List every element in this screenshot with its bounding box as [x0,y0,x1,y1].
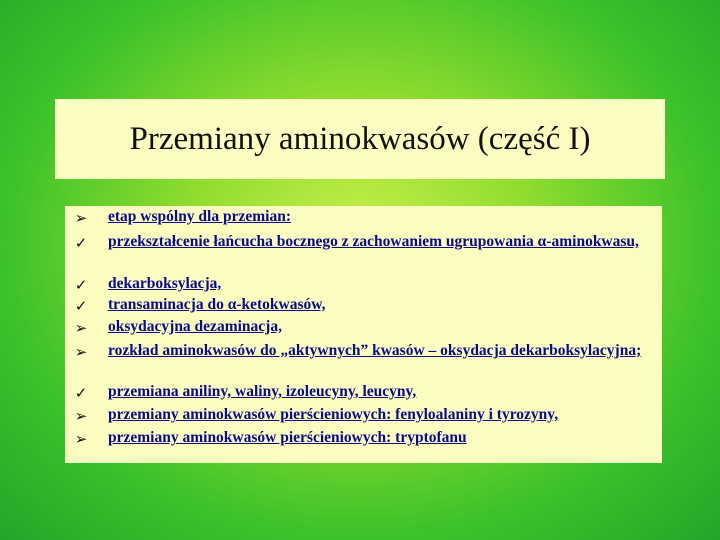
item-link-text[interactable]: rozkład aminokwasów do „aktywnych” kwasów – oksydacja dekarboksylacyjna; [108,342,642,359]
item-link-text[interactable]: przekształcenie łańcucha bocznego z zachowaniem ugrupowania α-aminokwasu, [108,233,639,250]
check-bullet-icon: ✓ [74,384,88,402]
arrow-bullet-icon: ➢ [74,430,88,448]
arrow-bullet-icon: ➢ [74,209,88,227]
slide-title: Przemiany aminokwasów (część I) [129,120,591,157]
arrow-bullet-icon: ➢ [74,407,88,425]
item-link-text[interactable]: przemiany aminokwasów pierścieniowych: fenyloalaniny i tyrozyny, [108,406,559,423]
arrow-bullet-icon: ➢ [74,343,88,361]
check-bullet-icon: ✓ [74,276,88,294]
item-link-text[interactable]: przemiany aminokwasów pierścieniowych: tryptofanu [108,429,467,446]
content-box [65,206,662,463]
check-bullet-icon: ✓ [74,234,88,252]
arrow-bullet-icon: ➢ [74,319,88,337]
title-box [55,99,665,179]
item-link-text[interactable]: przemiana aniliny, waliny, izoleucyny, leucyny, [108,383,417,400]
item-link-text[interactable]: dekarboksylacja, [108,275,222,292]
item-link-text[interactable]: etap wspólny dla przemian: [108,208,291,225]
check-bullet-icon: ✓ [74,297,88,315]
item-link-text[interactable]: oksydacyjna dezaminacja, [108,318,282,335]
item-link-text[interactable]: transaminacja do α-ketokwasów, [108,296,326,313]
